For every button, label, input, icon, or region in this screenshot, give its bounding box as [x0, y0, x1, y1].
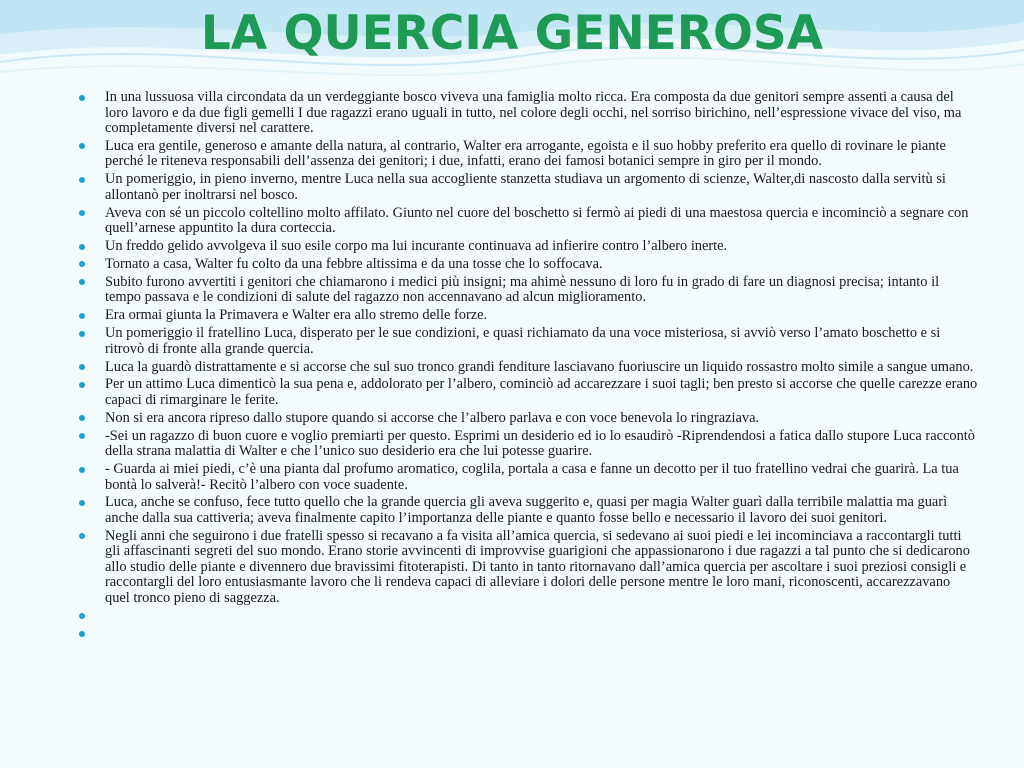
bullet-text: -Sei un ragazzo di buon cuore e voglio premiarti per questo. Esprimi un desiderio ed io lo esaudirò -Riprendendosi a fatica dallo stupore Luca raccontò della strana malattia di Walter e che l’unico suo desiderio era che lui potesse guarire.	[105, 427, 975, 460]
bullet-list	[74, 90, 978, 645]
bullet-text: Luca, anche se confuso, fece tutto quello che la grande quercia gli aveva suggerito e, quasi per magia Walter guarì dalla terribile malattia ma guarì anche dalla sua cattiveria; aveva finalmente capito l’importanza delle piante e quanto fosse bello e necessario il lavoro dei suoi genitori.	[105, 494, 948, 526]
bullet-dot-icon	[79, 631, 85, 637]
bullet-text: Non si era ancora ripreso dallo stupore quando si accorse che l’albero parlava e con voce benevola lo ringraziava.	[105, 409, 760, 426]
bullet-dot-icon	[79, 313, 85, 319]
bullet-text: Era ormai giunta la Primavera e Walter era allo stremo delle forze.	[105, 307, 488, 324]
bullet-dot-icon	[79, 331, 85, 337]
bullet-item	[74, 360, 978, 376]
bullet-item	[74, 90, 978, 137]
bullet-text: Tornato a casa, Walter fu colto da una febbre altissima e da una tosse che lo soffocava.	[105, 255, 603, 272]
bullet-text: Un pomeriggio il fratellino Luca, disperato per le sue condizioni, e quasi richiamato da una voce misteriosa, si avviò verso l’amato boschetto e si ritrovò di fronte alla grande quercia.	[105, 325, 941, 357]
bullet-item	[74, 239, 978, 255]
bullet-text: Luca era gentile, generoso e amante della natura, al contrario, Walter era arrogante, egoista e il suo hobby preferito era quello di rovinare le piante perché le riteneva responsabili dell’assenza dei genitori; i due, infatti, erano dei famosi botanici sempre in giro per il mondo.	[105, 137, 946, 170]
bullet-item	[74, 308, 978, 324]
bullet-dot-icon	[79, 364, 85, 370]
bullet-item	[74, 326, 978, 357]
bullet-dot-icon	[79, 433, 85, 439]
bullet-text: Un freddo gelido avvolgeva il suo esile corpo ma lui incurante continuava ad infierire contro l’albero inerte.	[105, 238, 728, 255]
bullet-item	[74, 172, 978, 203]
bullet-dot-icon	[79, 500, 85, 506]
bullet-dot-icon	[79, 210, 85, 216]
bullet-dot-icon	[79, 467, 85, 473]
bullet-dot-icon	[79, 261, 85, 267]
bullet-text: Negli anni che seguirono i due fratelli spesso si recavano a fa visita all’amica quercia, si sedevano ai suoi piedi e lei incominciava a raccontargli tutti gli affascinanti segreti del suo mondo. Erano storie avvincenti di improvvise guarigioni che appassionarono i due ragazzi a tal punto che si dedicarono allo studio delle piante e divennero due bravissimi fitoterapisti. Di tanto in tanto ritornavano dall’amica quercia per ascoltare i suoi preziosi consigli e raccontargli del loro entusiasmante lavoro che li rendeva capaci di alleviare i dolori delle persone mentre le loro mani, riconoscenti, accarezzavano quel tronco pieno di saggezza.	[105, 527, 970, 606]
bullet-item	[74, 495, 978, 526]
bullet-text: Per un attimo Luca dimenticò la sua pena e, addolorato per l’albero, cominciò ad accarezzare i suoi tagli; ben presto si accorse che quelle carezze erano capaci di rimarginare le ferite.	[105, 376, 978, 408]
bullet-item	[74, 411, 978, 427]
empty-bullet-item	[74, 627, 978, 643]
bullet-dot-icon	[79, 613, 85, 619]
bullet-text: Un pomeriggio, in pieno inverno, mentre Luca nella sua accogliente stanzetta studiava un argomento di scienze, Walter,di nascosto dalla servitù si allontanò per inoltrarsi nel bosco.	[105, 171, 946, 203]
bullet-dot-icon	[79, 95, 85, 101]
bullet-item	[74, 529, 978, 607]
bullet-dot-icon	[79, 533, 85, 539]
bullet-item	[74, 275, 978, 306]
bullet-item	[74, 462, 978, 493]
empty-bullet-item	[74, 609, 978, 625]
bullet-dot-icon	[79, 382, 85, 388]
bullet-dot-icon	[79, 279, 85, 285]
bullet-text: Aveva con sé un piccolo coltellino molto affilato. Giunto nel cuore del boschetto si fermò ai piedi di una maestosa quercia e incominciò a segnare con quell’arnese appuntito la dura corteccia.	[105, 204, 969, 237]
bullet-item	[74, 257, 978, 273]
bullet-item	[74, 377, 978, 408]
bullet-text: Luca la guardò distrattamente e si accorse che sul suo tronco grandi fenditure lasciavano fuoriuscire un liquido rossastro molto simile a sangue umano.	[105, 358, 974, 375]
bullet-item	[74, 429, 978, 460]
bullet-dot-icon	[79, 244, 85, 250]
bullet-dot-icon	[79, 177, 85, 183]
bullet-dot-icon	[79, 143, 85, 149]
bullet-text: Subito furono avvertiti i genitori che chiamarono i medici più insigni; ma ahimè nessuno di loro fu in grado di fare un diagnosi precisa; intanto il tempo passava e le condizioni di salute del ragazzo non accennavano ad alcun miglioramento.	[105, 273, 940, 306]
bullet-text: - Guarda ai miei piedi, c’è una pianta dal profumo aromatico, coglila, portala a casa e fanne un decotto per il tuo fratellino vedrai che guarirà. La tua bontà lo salverà!- Recitò l’albero con voce suadente.	[105, 461, 959, 493]
bullet-dot-icon	[79, 415, 85, 421]
slide-title: LA QUERCIA GENEROSA	[200, 6, 824, 61]
bullet-item	[74, 206, 978, 237]
bullet-item	[74, 139, 978, 170]
bullet-text: In una lussuosa villa circondata da un verdeggiante bosco viveva una famiglia molto ricca. Era composta da due genitori sempre assenti a causa del loro lavoro e da due figli gemelli I due ragazzi erano uguali in tutto, nel colore degli occhi, nel sorriso birichino, nell’espressione vivace del viso, ma completamente diversi nel carattere.	[105, 89, 962, 136]
